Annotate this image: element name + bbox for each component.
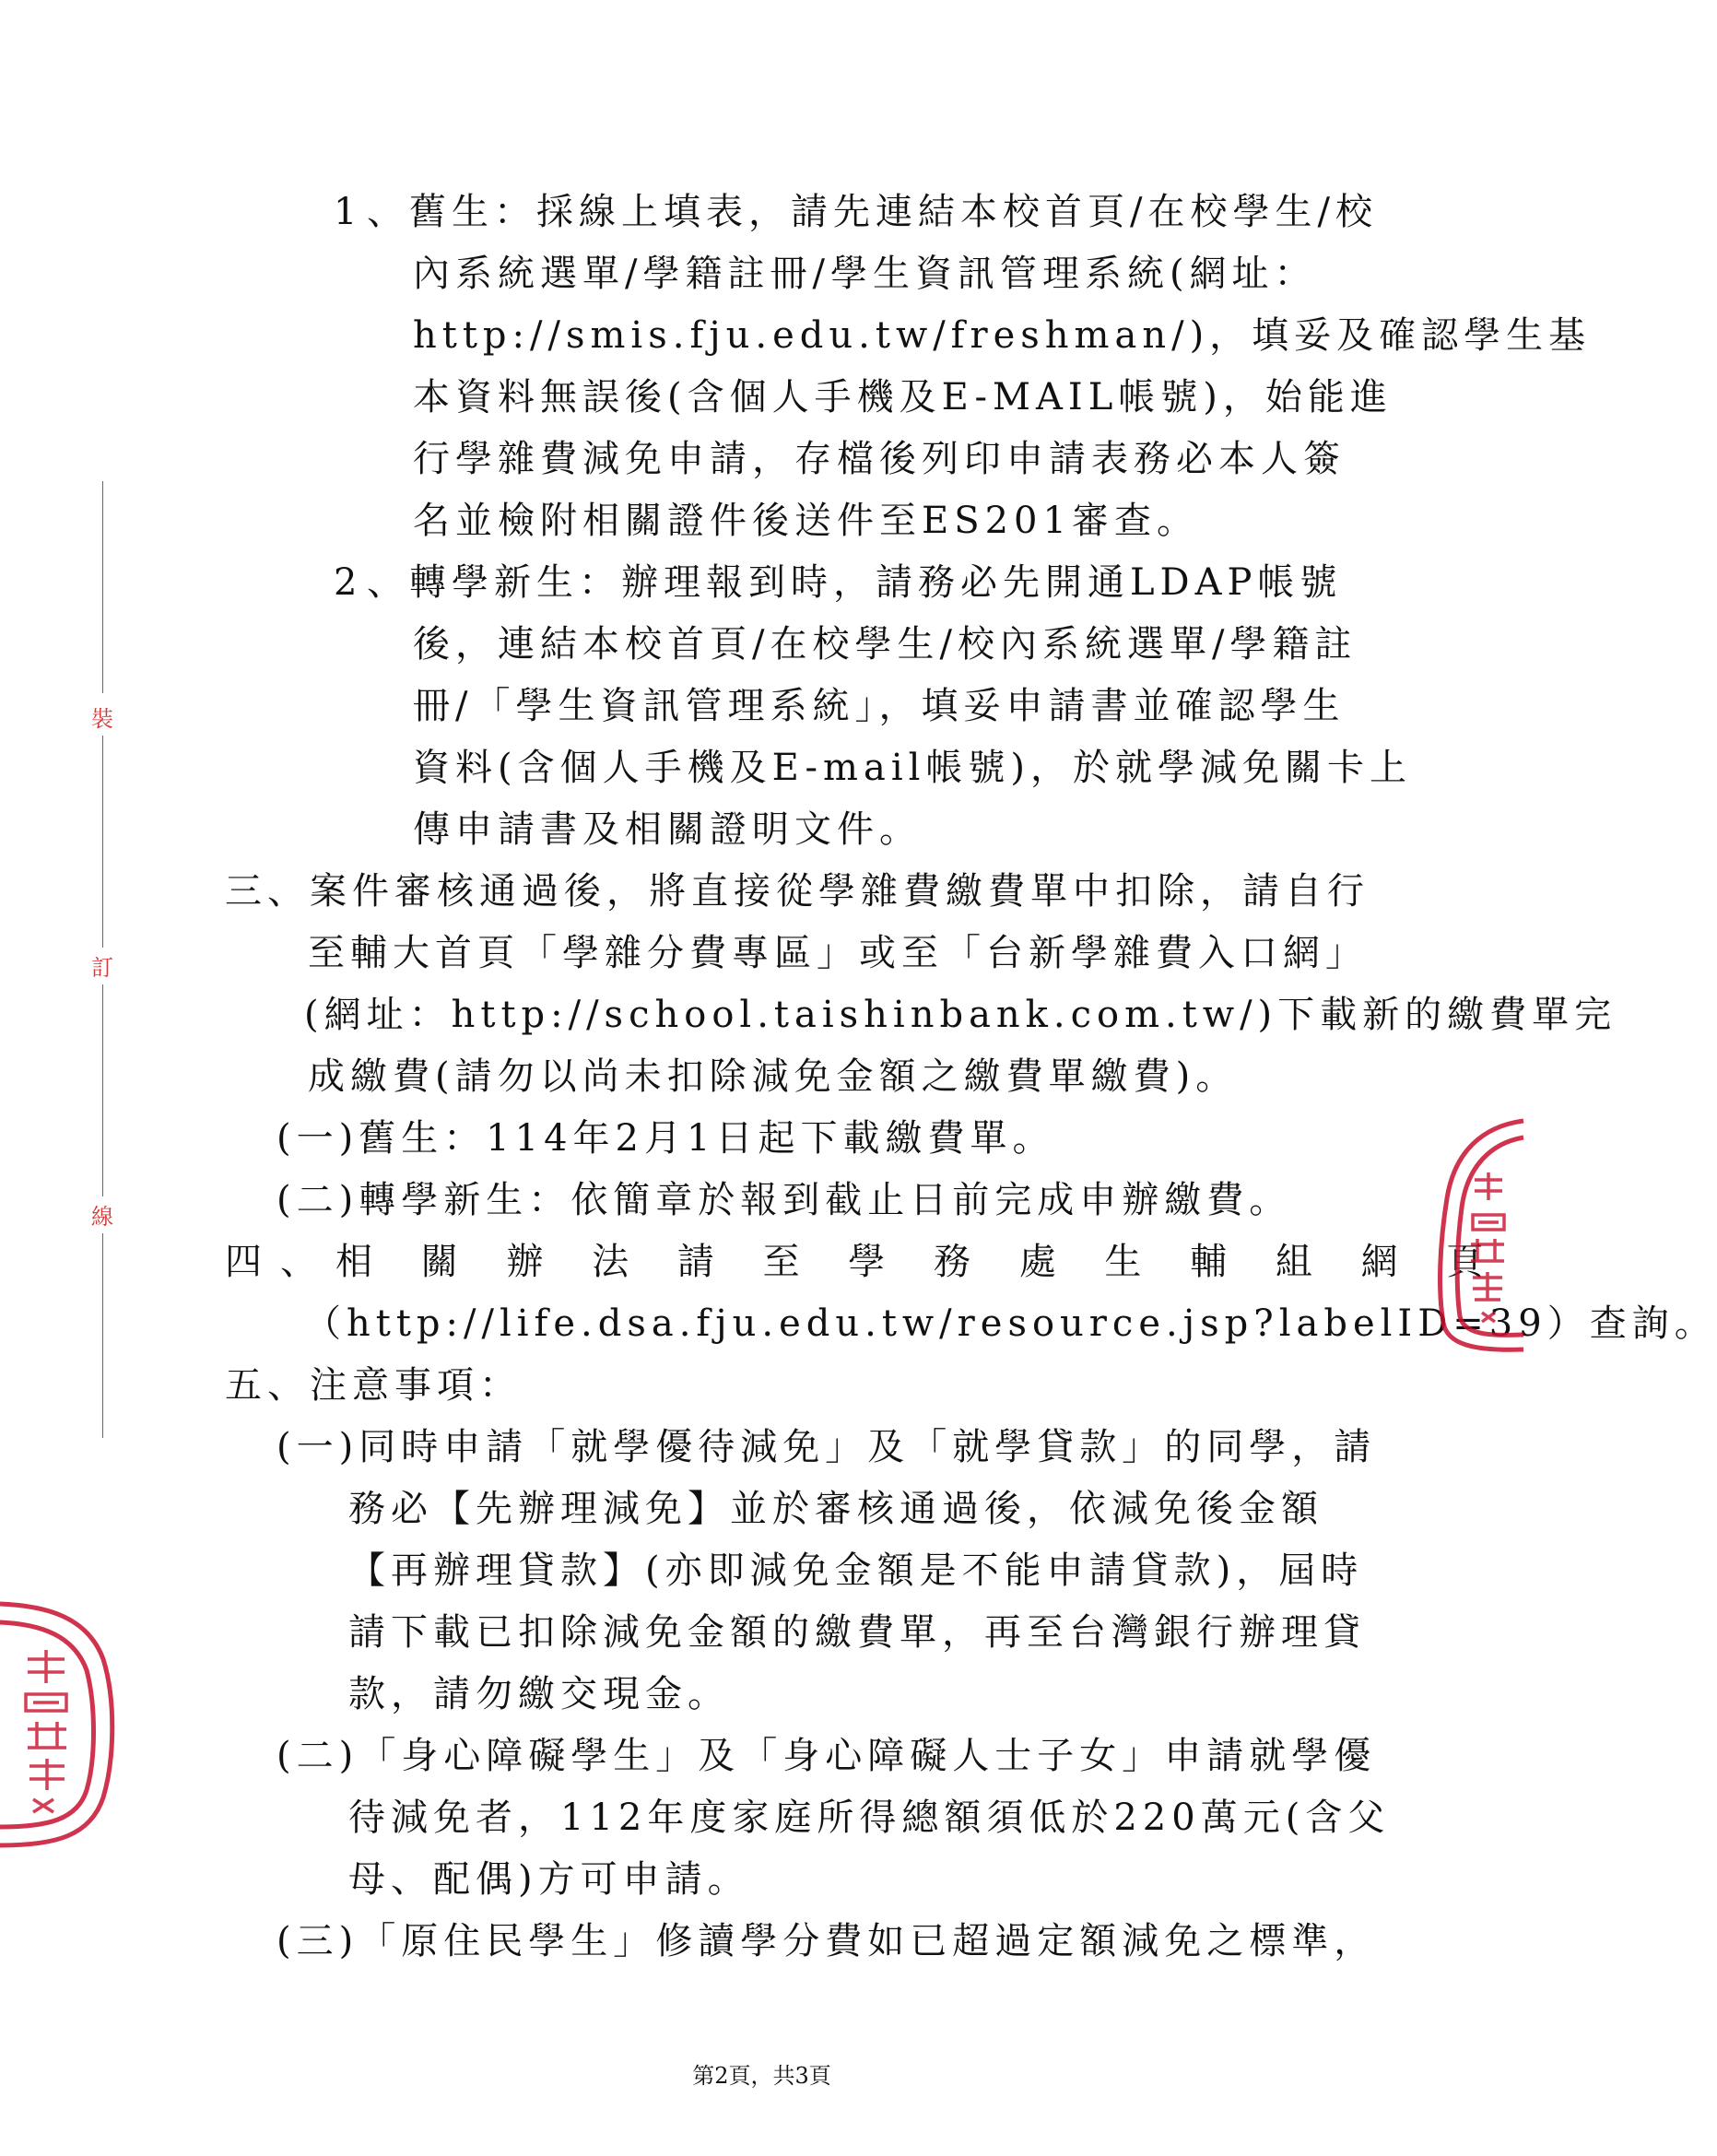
section-5-sub-2-line-2: 待減免者，112年度家庭所得總額須低於220萬元(含父 (348, 1797, 1391, 1839)
section-5-sub-2-line-1: (二)「身心障礙學生」及「身心障礙人士子女」申請就學優 (276, 1735, 1377, 1777)
section-5-sub-1-line-2: 務必【先辦理減免】並於審核通過後，依減免後金額 (348, 1488, 1323, 1530)
item-2-line-2: 後，連結本校首頁/在校學生/校內系統選單/學籍註 (413, 623, 1358, 666)
section-5-sub-2-line-3: 母、配偶)方可申請。 (348, 1858, 750, 1901)
item-1-line-3: http://smis.fju.edu.tw/freshman/)，填妥及確認學生基 (413, 314, 1592, 357)
item-1-line-4: 本資料無誤後(含個人手機及E-MAIL帳號)，始能進 (413, 376, 1393, 418)
section-3-line-4: 成繳費(請勿以尚未扣除減免金額之繳費單繳費)。 (308, 1055, 1239, 1098)
section-3-sub-2: (二)轉學新生：依簡章於報到截止日前完成申辦繳費。 (276, 1179, 1292, 1221)
item-1-line-6: 名並檢附相關證件後送件至ES201審查。 (413, 500, 1199, 542)
item-1-line-5: 行學雜費減免申請，存檔後列印申請表務必本人簽 (413, 438, 1346, 480)
official-seal-stamp-right (1427, 1115, 1523, 1355)
binding-margin-line-upper (102, 481, 103, 693)
section-3-line-1: 三、案件審核通過後，將直接從學雜費繳費單中扣除，請自行 (225, 870, 1370, 913)
item-2-line-3: 冊/「學生資訊管理系統」，填妥申請書並確認學生 (413, 685, 1346, 727)
section-5-sub-1-line-3: 【再辦理貸款】(亦即減免金額是不能申請貸款)，屆時 (348, 1549, 1364, 1592)
binding-mark-2: 訂 (91, 955, 113, 981)
binding-mark-1: 裝 (91, 706, 113, 732)
section-3-sub-1: (一)舊生：114年2月1日起下載繳費單。 (276, 1117, 1055, 1160)
item-1-number: 1 (334, 191, 358, 233)
official-seal-stamp-left (0, 1595, 120, 1853)
item-2-line-4: 資料(含個人手機及E-mail帳號)，於就學減免關卡上 (413, 747, 1413, 789)
item-2-line-1: 、轉學新生：辦理報到時，請務必先開通LDAP帳號 (367, 561, 1343, 604)
page-number-footer: 第2頁，共3頁 (692, 2063, 831, 2089)
section-4-line-2: （http://life.dsa.fju.edu.tw/resource.jsp?labelID=39）查詢。 (304, 1302, 1717, 1345)
section-3-line-3: (網址：http://school.taishinbank.com.tw/)下載新的繳費單完 (304, 994, 1617, 1036)
section-5-heading: 五、注意事項： (225, 1364, 522, 1407)
section-4-line-1: 四、相 關 辦 法 請 至 學 務 處 生 輔 組 網 頁 (225, 1241, 1502, 1283)
section-5-sub-3-line-1: (三)「原住民學生」修讀學分費如已超過定額減免之標準， (276, 1920, 1377, 1962)
binding-margin-line-middle (102, 736, 103, 948)
section-5-sub-1-line-4: 請下載已扣除減免金額的繳費單，再至台灣銀行辦理貸 (348, 1611, 1366, 1654)
binding-margin-line-lower (102, 984, 103, 1196)
item-1-line-1: 、舊生：採線上填表，請先連結本校首頁/在校學生/校 (367, 191, 1378, 233)
item-2-number: 2 (334, 561, 358, 604)
item-2-line-5: 傳申請書及相關證明文件。 (413, 808, 922, 851)
binding-mark-3: 線 (91, 1204, 113, 1230)
item-1-line-2: 內系統選單/學籍註冊/學生資訊管理系統(網址： (413, 253, 1317, 295)
section-5-sub-1-line-1: (一)同時申請「就學優待減免」及「就學貸款」的同學，請 (276, 1426, 1377, 1468)
section-3-line-2: 至輔大首頁「學雜分費專區」或至「台新學雜費入口網」 (308, 932, 1368, 974)
section-5-sub-1-line-5: 款，請勿繳交現金。 (348, 1673, 730, 1715)
binding-margin-line-bottom (102, 1233, 103, 1438)
